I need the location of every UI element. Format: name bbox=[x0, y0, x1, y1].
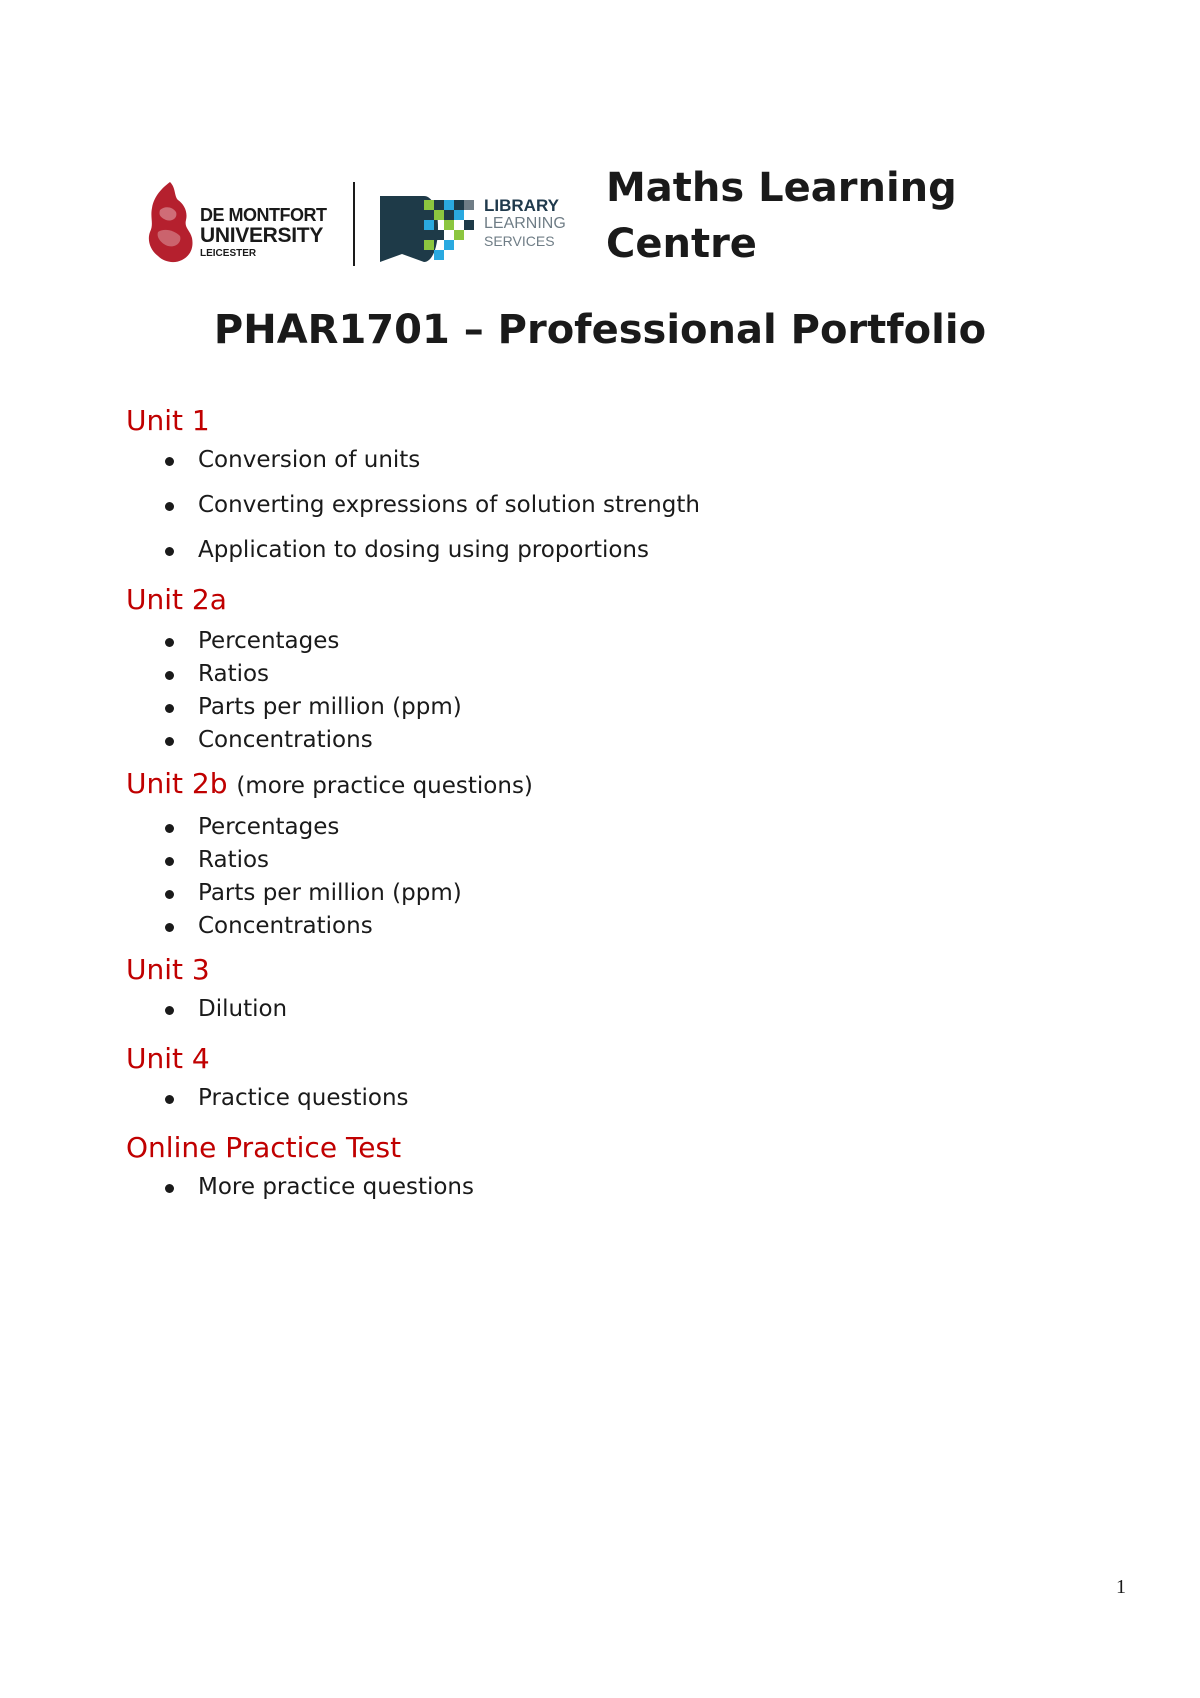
list-item: Ratios bbox=[198, 844, 1106, 877]
unit-heading bbox=[126, 767, 1106, 803]
list-item: More practice questions bbox=[198, 1165, 1106, 1210]
list-item: Dilution bbox=[198, 987, 1106, 1032]
unit-heading-label: Unit 1 bbox=[126, 404, 210, 437]
library-wordmark bbox=[484, 197, 566, 248]
list-item: Concentrations bbox=[198, 724, 1106, 757]
library-pixel-mark-icon bbox=[380, 194, 480, 264]
unit-items bbox=[126, 438, 1106, 573]
unit-section bbox=[126, 583, 1106, 757]
logo-divider bbox=[353, 182, 355, 266]
document-title: PHAR1701 – Professional Portfolio bbox=[213, 307, 987, 353]
library-wordmark-line2: LEARNING bbox=[484, 215, 566, 232]
unit-heading-label: Unit 2a bbox=[126, 583, 227, 616]
library-wordmark-line3: SERVICES bbox=[484, 233, 555, 249]
unit-section bbox=[126, 1131, 1106, 1210]
list-item: Parts per million (ppm) bbox=[198, 877, 1106, 910]
library-learning-services-logo bbox=[380, 194, 570, 264]
dmu-wordmark bbox=[200, 206, 327, 259]
unit-items bbox=[126, 811, 1106, 943]
unit-section bbox=[126, 767, 1106, 943]
centre-title bbox=[606, 160, 1026, 272]
unit-heading-label: Unit 2b bbox=[126, 767, 228, 800]
unit-heading bbox=[126, 1042, 1106, 1076]
page-number: 1 bbox=[1116, 1576, 1126, 1598]
unit-section bbox=[126, 1042, 1106, 1121]
unit-section bbox=[126, 953, 1106, 1032]
list-item: Ratios bbox=[198, 658, 1106, 691]
list-item: Percentages bbox=[198, 811, 1106, 844]
centre-title-line1: Maths Learning bbox=[606, 165, 957, 211]
list-item: Percentages bbox=[198, 625, 1106, 658]
unit-items bbox=[126, 1076, 1106, 1121]
unit-items bbox=[126, 1165, 1106, 1210]
centre-title-line2: Centre bbox=[606, 221, 757, 267]
unit-heading-subtitle: (more practice questions) bbox=[236, 773, 533, 799]
unit-items bbox=[126, 987, 1106, 1032]
page-header bbox=[140, 160, 1060, 270]
dmu-wordmark-line1: DE MONTFORT bbox=[200, 205, 327, 225]
list-item: Practice questions bbox=[198, 1076, 1106, 1121]
unit-heading-label: Unit 4 bbox=[126, 1042, 210, 1075]
units-list bbox=[126, 404, 1106, 1210]
unit-heading-label: Unit 3 bbox=[126, 953, 210, 986]
library-wordmark-line1: LIBRARY bbox=[484, 196, 559, 215]
dmu-lion-icon bbox=[144, 180, 196, 266]
unit-section bbox=[126, 404, 1106, 573]
list-item: Conversion of units bbox=[198, 438, 1106, 483]
dmu-wordmark-line3: LEICESTER bbox=[200, 248, 257, 259]
list-item: Converting expressions of solution strength bbox=[198, 483, 1106, 528]
list-item: Concentrations bbox=[198, 910, 1106, 943]
unit-items bbox=[126, 625, 1106, 757]
unit-heading bbox=[126, 1131, 1106, 1165]
unit-heading bbox=[126, 953, 1106, 987]
unit-heading bbox=[126, 583, 1106, 617]
unit-heading-label: Online Practice Test bbox=[126, 1131, 402, 1164]
dmu-wordmark-line2: UNIVERSITY bbox=[200, 224, 324, 247]
list-item: Application to dosing using proportions bbox=[198, 528, 1106, 573]
dmu-logo bbox=[140, 180, 340, 266]
unit-heading bbox=[126, 404, 1106, 438]
list-item: Parts per million (ppm) bbox=[198, 691, 1106, 724]
